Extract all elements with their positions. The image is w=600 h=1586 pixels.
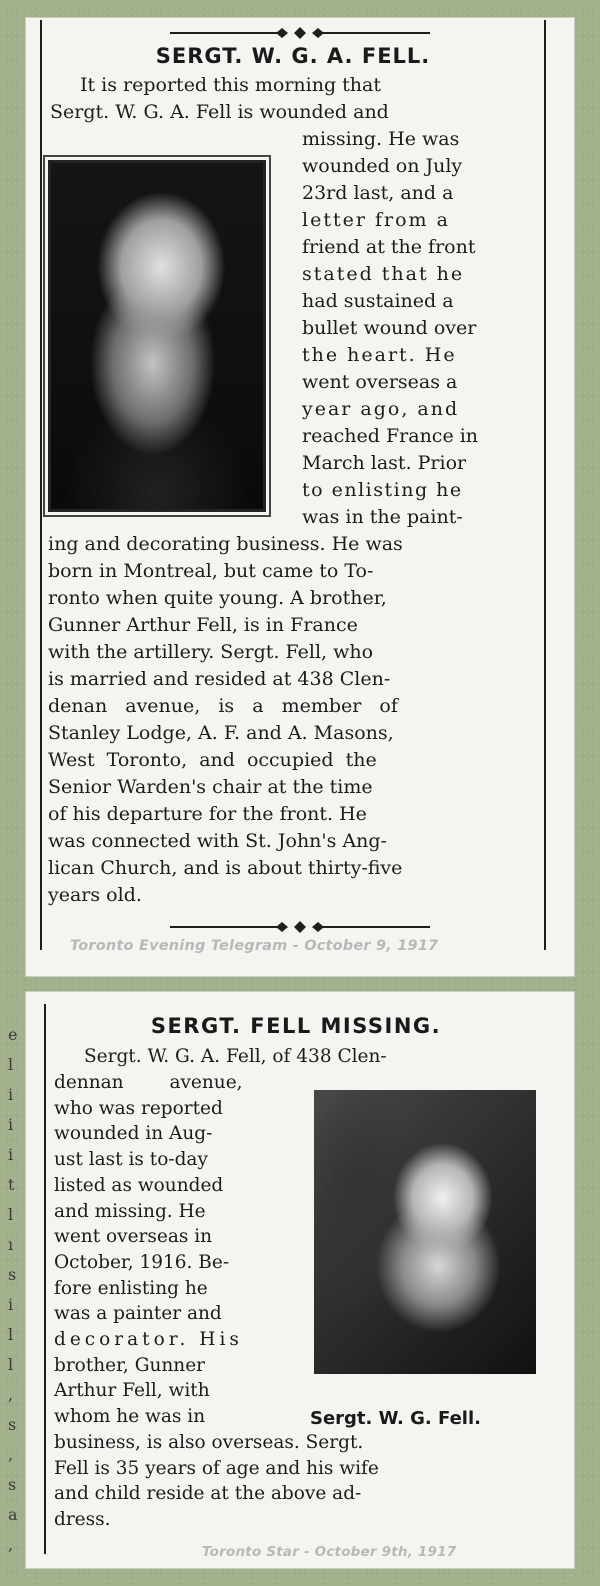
text-line: missing. He was bbox=[302, 128, 460, 150]
text-line: March last. Prior bbox=[302, 452, 467, 474]
text-line: stated that he bbox=[302, 263, 465, 285]
text-line: and missing. He bbox=[54, 1200, 206, 1222]
adjacent-column-fragment: e l i i i t l ı s i l l , s , s a , bbox=[8, 1025, 18, 1554]
text-line: listed as wounded bbox=[54, 1174, 224, 1196]
article-body-text bbox=[54, 1430, 544, 1533]
text-line: business, is also overseas. Sergt. bbox=[54, 1432, 364, 1453]
text-line: denan avenue, is a member of bbox=[48, 695, 398, 717]
photo-caption: Sergt. W. G. Fell. bbox=[310, 1408, 481, 1429]
article-lead-text bbox=[54, 1044, 544, 1070]
text-line: Sergt. W. G. A. Fell is wounded and bbox=[50, 101, 389, 123]
text-line: dennan avenue, bbox=[54, 1072, 243, 1093]
source-caption: Toronto Star - October 9th, 1917 bbox=[202, 1544, 457, 1560]
text-line: with the artillery. Sergt. Fell, who bbox=[48, 641, 374, 663]
text-line: brother, Gunner bbox=[54, 1354, 206, 1376]
article-side-text bbox=[302, 126, 538, 531]
text-line: Senior Warden's chair at the time bbox=[48, 776, 373, 798]
text-line: went overseas a bbox=[302, 371, 458, 393]
text-line: is married and resided at 438 Clen- bbox=[48, 668, 391, 690]
article-lead-text bbox=[50, 72, 538, 126]
text-line: years old. bbox=[48, 884, 142, 906]
text-line: It is reported this morning that bbox=[80, 74, 382, 96]
text-line: reached France in bbox=[302, 425, 479, 447]
portrait-photo bbox=[48, 160, 266, 512]
text-line: decorator. His bbox=[54, 1329, 243, 1351]
text-line: was in the paint- bbox=[302, 506, 463, 528]
text-line: year ago, and bbox=[302, 398, 460, 420]
text-line: 23rd last, and a bbox=[302, 182, 454, 204]
top-ornament bbox=[0, 26, 600, 40]
text-line: Arthur Fell, with bbox=[54, 1380, 210, 1402]
text-line: letter from a bbox=[302, 209, 450, 231]
text-line: fore enlisting he bbox=[54, 1277, 208, 1299]
text-line: had sustained a bbox=[302, 290, 454, 312]
text-line: wounded in Aug- bbox=[54, 1123, 213, 1145]
source-caption: Toronto Evening Telegram - October 9, 1917 bbox=[70, 938, 439, 954]
headline: SERGT. FELL MISSING. bbox=[150, 1014, 442, 1038]
text-line: whom he was in bbox=[54, 1406, 206, 1428]
portrait-photo bbox=[314, 1090, 536, 1374]
text-line: ing and decorating business. He was bbox=[48, 533, 403, 555]
column-rule-right bbox=[544, 20, 546, 950]
text-line: friend at the front bbox=[302, 236, 476, 258]
column-rule-left bbox=[44, 1004, 46, 1554]
text-line: Fell is 35 years of age and his wife bbox=[54, 1457, 379, 1479]
text-line: lican Church, and is about thirty-five bbox=[48, 857, 403, 879]
text-line: and child reside at the above ad- bbox=[54, 1483, 362, 1505]
text-line: went overseas in bbox=[54, 1226, 213, 1248]
column-rule-left bbox=[40, 20, 42, 950]
text-line: who was reported bbox=[54, 1097, 223, 1119]
text-line: was connected with St. John's Ang- bbox=[48, 830, 387, 852]
text-line: wounded on July bbox=[302, 155, 463, 177]
text-line: Stanley Lodge, A. F. and A. Masons, bbox=[48, 722, 394, 744]
text-line: October, 1916. Be- bbox=[54, 1251, 230, 1273]
text-line: Gunner Arthur Fell, is in France bbox=[48, 614, 358, 636]
text-line: Sergt. W. G. A. Fell, of 438 Clen- bbox=[84, 1046, 387, 1067]
headline: SERGT. W. G. A. FELL. bbox=[155, 44, 431, 68]
text-line: was a painter and bbox=[54, 1303, 222, 1325]
text-line: ust last is to-day bbox=[54, 1149, 208, 1171]
bottom-ornament bbox=[0, 920, 600, 934]
text-line: dress. bbox=[54, 1509, 111, 1531]
text-line: ronto when quite young. A brother, bbox=[48, 587, 387, 609]
text-line: to enlisting he bbox=[302, 479, 463, 501]
text-line: the heart. He bbox=[302, 344, 457, 366]
text-line: bullet wound over bbox=[302, 317, 477, 339]
text-line: West Toronto, and occupied the bbox=[48, 749, 377, 771]
text-line: born in Montreal, but came to To- bbox=[48, 560, 374, 582]
text-line: of his departure for the front. He bbox=[48, 803, 367, 825]
article-body-text bbox=[48, 531, 538, 909]
article-side-text bbox=[54, 1070, 298, 1430]
